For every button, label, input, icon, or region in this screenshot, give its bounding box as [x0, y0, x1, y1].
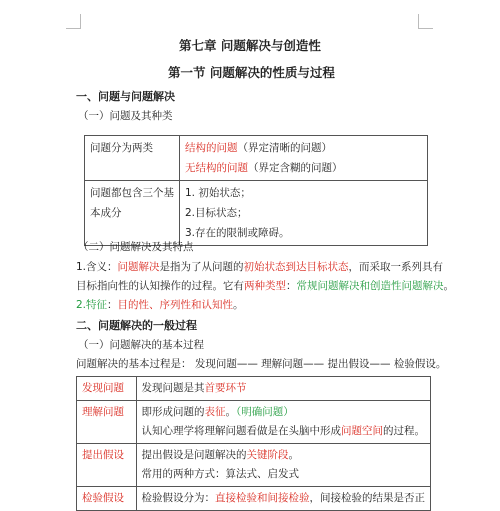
subheading-problem-types: （一）问题及其种类 [78, 110, 173, 122]
step-label: 理解问题 [77, 401, 137, 444]
step-description: 提出假设是问题解决的关键阶段。 常用的两种方式：算法式、启发式 [136, 444, 431, 487]
unstructured-problem-line [185, 158, 422, 178]
step-description: 即形成问题的表征。（明确问题） 认知心理学将理解问题看做是在头脑中形成问题空间的过程。 [136, 401, 431, 444]
crop-mark-top-left [66, 14, 81, 29]
definition-paragraph-line2: 目标指向性的认知操作的过程。它有两种类型：常规问题解决和创造性问题解决。 [76, 280, 454, 292]
step-label: 发现问题 [77, 377, 137, 401]
row-label-line: 本成分 [90, 207, 122, 219]
unstructured-problem-desc: （界定含糊的问题） [248, 162, 343, 174]
table-cell-content [180, 136, 428, 181]
table-row [77, 377, 431, 401]
table-row [85, 181, 428, 246]
section-title: 第一节 问题解决的性质与过程 [168, 65, 335, 80]
step-description: 检验假设分为：直接检验和间接检验，间接检验的结果是否正 [136, 487, 431, 511]
list-item: 3.存在的限制或障碍。 [185, 227, 290, 239]
table-cell-content [180, 181, 428, 246]
table-cell-label [85, 136, 180, 181]
definition-paragraph-line1: 1.含义：问题解决是指为了从问题的初始状态到达目标状态，而采取一系列具有 [76, 261, 444, 273]
step-label: 提出假设 [77, 444, 137, 487]
table-cell-label [85, 181, 180, 246]
crop-mark-top-right [418, 14, 433, 29]
subheading-basic-process: （一）问题解决的基本过程 [78, 339, 204, 351]
process-summary: 问题解决的基本过程是： 发现问题—— 理解问题—— 提出假设—— 检验假设。 [76, 358, 447, 370]
process-steps-table [76, 376, 431, 511]
chapter-title: 第七章 问题解决与创造性 [179, 38, 321, 53]
structured-problem-line [185, 138, 422, 158]
table-row [77, 401, 431, 444]
heading-general-process: 二、问题解决的一般过程 [76, 319, 197, 332]
unstructured-problem-term: 无结构的问题 [185, 162, 248, 174]
table-row [77, 444, 431, 487]
step-description: 发现问题是其首要环节 [136, 377, 431, 401]
list-item: 1. 初始状态； [185, 187, 251, 199]
row-label-line: 问题都包含三个基 [90, 187, 174, 199]
heading-problem-and-solving: 一、问题与问题解决 [76, 90, 175, 103]
structured-problem-term: 结构的问题 [185, 142, 238, 154]
step-label: 检验假设 [77, 487, 137, 511]
table-row [85, 136, 428, 181]
characteristics-paragraph: 2.特征：目的性、序列性和认知性。 [76, 299, 244, 311]
row-label: 问题分为两类 [90, 142, 153, 154]
subheading-problem-solving: （二）问题解决及其特点 [78, 241, 194, 253]
problem-types-table [84, 135, 428, 246]
structured-problem-desc: （界定清晰的问题） [237, 142, 332, 154]
list-item: 2.目标状态； [185, 207, 248, 219]
